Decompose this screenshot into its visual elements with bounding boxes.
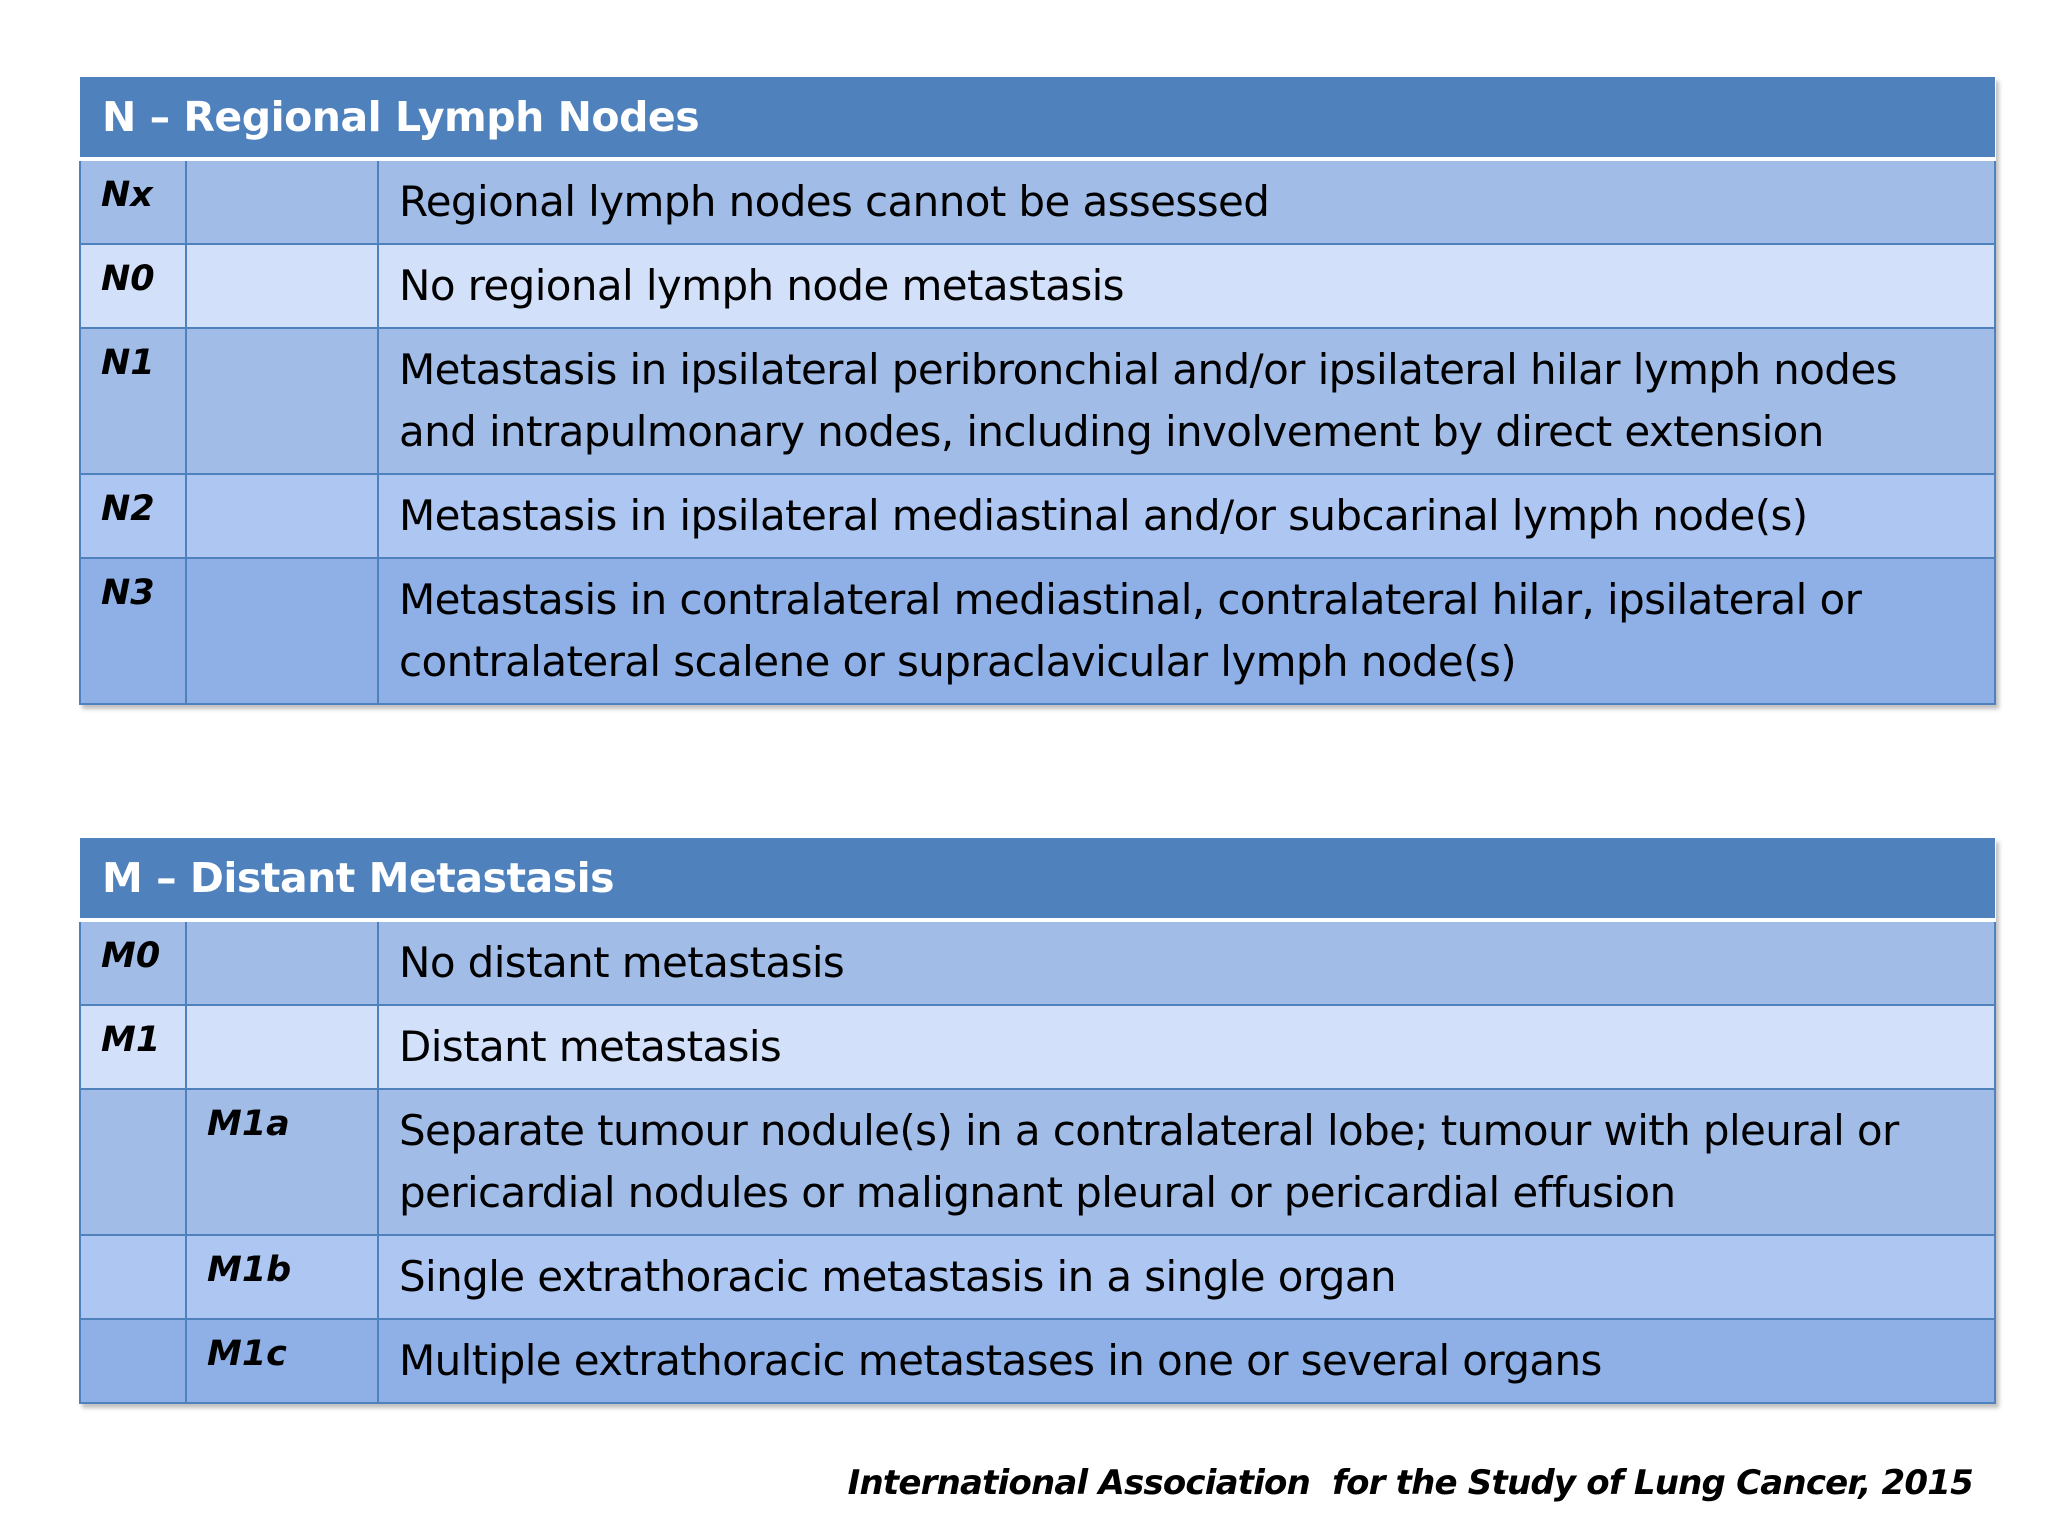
stage-subcode — [186, 159, 378, 244]
stage-description: Metastasis in ipsilateral peribronchial and/or ipsilateral hilar lymph nodes and intrapulmonary nodes, including involvement by direct extension — [378, 328, 1995, 474]
stage-code: N1 — [80, 328, 186, 474]
table-row — [80, 1005, 1995, 1089]
stage-description: Metastasis in ipsilateral mediastinal and/or subcarinal lymph node(s) — [378, 474, 1995, 558]
stage-subcode: M1a — [186, 1089, 378, 1235]
stage-description: Multiple extrathoracic metastases in one or several organs — [378, 1319, 1995, 1403]
stage-code: M0 — [80, 920, 186, 1005]
stage-subcode — [186, 558, 378, 704]
stage-code: Nx — [80, 159, 186, 244]
stage-subcode: M1b — [186, 1235, 378, 1319]
stage-code: N0 — [80, 244, 186, 328]
n-table-title: N – Regional Lymph Nodes — [80, 77, 1995, 159]
stage-subcode — [186, 244, 378, 328]
table-row — [80, 328, 1995, 474]
stage-subcode — [186, 328, 378, 474]
n-staging-table — [79, 77, 1996, 705]
table-row — [80, 920, 1995, 1005]
stage-code: N2 — [80, 474, 186, 558]
table-row — [80, 244, 1995, 328]
stage-code — [80, 1235, 186, 1319]
stage-description: Separate tumour nodule(s) in a contralateral lobe; tumour with pleural or pericardial nodules or malignant pleural or pericardial effusion — [378, 1089, 1995, 1235]
stage-subcode — [186, 474, 378, 558]
stage-code — [80, 1319, 186, 1403]
m-table-title: M – Distant Metastasis — [80, 838, 1995, 920]
stage-description: No distant metastasis — [378, 920, 1995, 1005]
stage-subcode — [186, 1005, 378, 1089]
table-row — [80, 558, 1995, 704]
stage-code: N3 — [80, 558, 186, 704]
stage-description: Single extrathoracic metastasis in a single organ — [378, 1235, 1995, 1319]
stage-description: Regional lymph nodes cannot be assessed — [378, 159, 1995, 244]
stage-subcode: M1c — [186, 1319, 378, 1403]
stage-description: Distant metastasis — [378, 1005, 1995, 1089]
source-citation: International Association for the Study of Lung Cancer, 2015 — [847, 1463, 1973, 1503]
stage-subcode — [186, 920, 378, 1005]
stage-code: M1 — [80, 1005, 186, 1089]
m-staging-table — [79, 838, 1996, 1404]
table-row — [80, 159, 1995, 244]
stage-code — [80, 1089, 186, 1235]
table-row — [80, 1089, 1995, 1235]
stage-description: No regional lymph node metastasis — [378, 244, 1995, 328]
stage-description: Metastasis in contralateral mediastinal, contralateral hilar, ipsilateral or contralateral scalene or supraclavicular lymph node(s) — [378, 558, 1995, 704]
table-row — [80, 1235, 1995, 1319]
table-row — [80, 1319, 1995, 1403]
table-row — [80, 474, 1995, 558]
